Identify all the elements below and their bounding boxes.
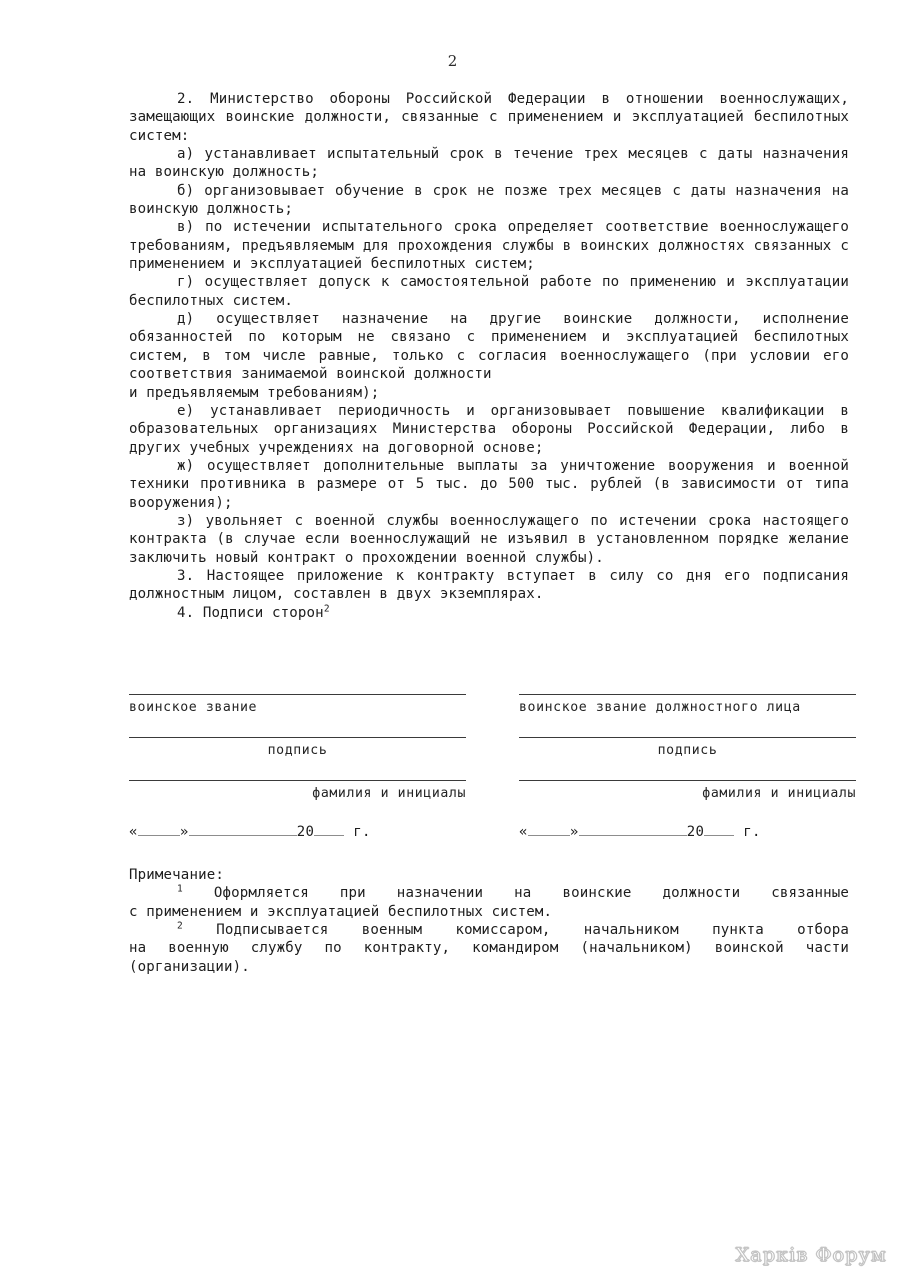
right-date-day-field[interactable] xyxy=(528,835,570,836)
left-date-year-prefix: 20 xyxy=(296,824,315,840)
signature-row-date xyxy=(129,824,856,840)
paragraph-2: 2. Министерство обороны Российской Федерации в отношении военнослужащих, замещающих воинские должности, связанные с применением и эксплуатацией беспилотных систем: xyxy=(129,91,849,144)
left-date-year-suffix: г. xyxy=(353,824,371,840)
paragraph-b: б) организовывает обучение в срок не позже трех месяцев с даты назначения на воинскую должность; xyxy=(129,182,849,218)
signature-row-rank xyxy=(129,694,856,716)
note-2-text-line-1: Подписывается военным комиссаром, начальником пункта отбора xyxy=(216,922,849,939)
right-date-line xyxy=(519,824,856,840)
note-item-2-line-2: на военную службу по контракту, командиром (начальником) воинской части xyxy=(129,940,849,957)
paragraph-e: е) устанавливает периодичность и организовывает повышение квалификации в образовательных организациях Министерства обороны Российской Федерации, либо в других учебных учреждениях на договорной основе; xyxy=(129,402,849,456)
note-1-text-line-1: Оформляется при назначении на воинские должности связанные xyxy=(213,885,849,902)
note-1-marker: 1 xyxy=(177,883,183,895)
paragraph-d-continuation: и предъявляемым требованиям); xyxy=(129,384,380,401)
note-item-1-line-2: с применением и эксплуатацией беспилотных систем. xyxy=(129,903,553,920)
right-date-year-field[interactable] xyxy=(704,835,734,836)
paragraph-3: 3. Настоящее приложение к контракту вступает в силу со дня его подписания должностным лицом, составлен в двух экземплярах. xyxy=(129,567,849,603)
left-signature-caption: подпись xyxy=(267,743,328,758)
signature-block xyxy=(129,694,856,840)
paragraph-4-text: 4. Подписи сторон xyxy=(177,604,324,621)
right-date-month-field[interactable] xyxy=(579,835,687,836)
paragraph-a: а) устанавливает испытательный срок в течение трех месяцев с даты назначения на воинскую должность; xyxy=(129,146,849,181)
paragraph-d: д) осуществляет назначение на другие воинские должности, исполнение обязанностей по которым не связано с применением и эксплуатацией беспилотных систем, в том числе равные, только с согласия военнослужащего (при условии его соответствия занимаемой воинской должности xyxy=(129,311,849,383)
watermark: Харків Форум xyxy=(735,1244,887,1266)
left-rank-caption: воинское звание xyxy=(129,700,258,715)
right-name-caption: фамилия и инициалы xyxy=(702,786,856,801)
signature-row-name xyxy=(129,780,856,802)
signature-col-left-signature xyxy=(129,737,466,759)
note-item-2-line-3: (организации). xyxy=(129,958,250,975)
spacer xyxy=(129,802,856,821)
right-date-year-prefix: 20 xyxy=(686,824,705,840)
left-date-month-field[interactable] xyxy=(189,835,297,836)
right-date-open-quote: « xyxy=(519,824,528,840)
spacer xyxy=(129,759,856,780)
right-rank-caption: воинское звание должностного лица xyxy=(519,700,801,715)
signature-col-right-rank xyxy=(519,694,856,716)
signature-col-left-name xyxy=(129,780,466,802)
notes-section xyxy=(129,866,849,976)
left-date-close-quote: » xyxy=(179,824,189,840)
note-item-1-line-1 xyxy=(129,884,849,902)
paragraph-g: г) осуществляет допуск к самостоятельной работе по применению и эксплуатации беспилотных систем. xyxy=(129,274,849,309)
right-signature-caption: подпись xyxy=(657,743,718,758)
signature-row-signature xyxy=(129,737,856,759)
note-2-marker: 2 xyxy=(177,920,183,932)
right-date-year-suffix: г. xyxy=(743,824,761,840)
signature-col-right-signature xyxy=(519,737,856,759)
spacer xyxy=(129,716,856,737)
right-date-close-quote: » xyxy=(569,824,579,840)
paragraph-z: з) увольняет с военной службы военнослужащего по истечении срока настоящего контракта (в случае если военнослужащий не изъявил в установленном порядке желание заключить новый контракт о прохождении военной службы). xyxy=(129,512,849,566)
note-item-2-line-1 xyxy=(129,921,849,939)
left-name-caption: фамилия и инициалы xyxy=(312,786,466,801)
left-date-open-quote: « xyxy=(129,824,138,840)
signature-col-left-rank xyxy=(129,694,466,716)
left-date-year-field[interactable] xyxy=(314,835,344,836)
paragraph-zh: ж) осуществляет дополнительные выплаты за уничтожение вооружения и военной техники противника в размере от 5 тыс. до 500 тыс. рублей (в зависимости от типа вооружения); xyxy=(129,457,849,511)
page-number: 2 xyxy=(447,52,458,70)
signature-col-right-name xyxy=(519,780,856,802)
paragraph-4 xyxy=(129,604,849,622)
paragraph-4-footnote-marker: 2 xyxy=(323,602,330,614)
notes-heading: Примечание: xyxy=(129,867,224,883)
left-date-day-field[interactable] xyxy=(138,835,180,836)
document-body xyxy=(129,90,849,622)
left-date-line xyxy=(129,824,466,840)
paragraph-v: в) по истечении испытательного срока определяет соответствие военнослужащего требованиям, предъявляемым для прохождения службы в воинских должностях связанных с применением и эксплуатацией беспилотных систем; xyxy=(129,219,849,273)
